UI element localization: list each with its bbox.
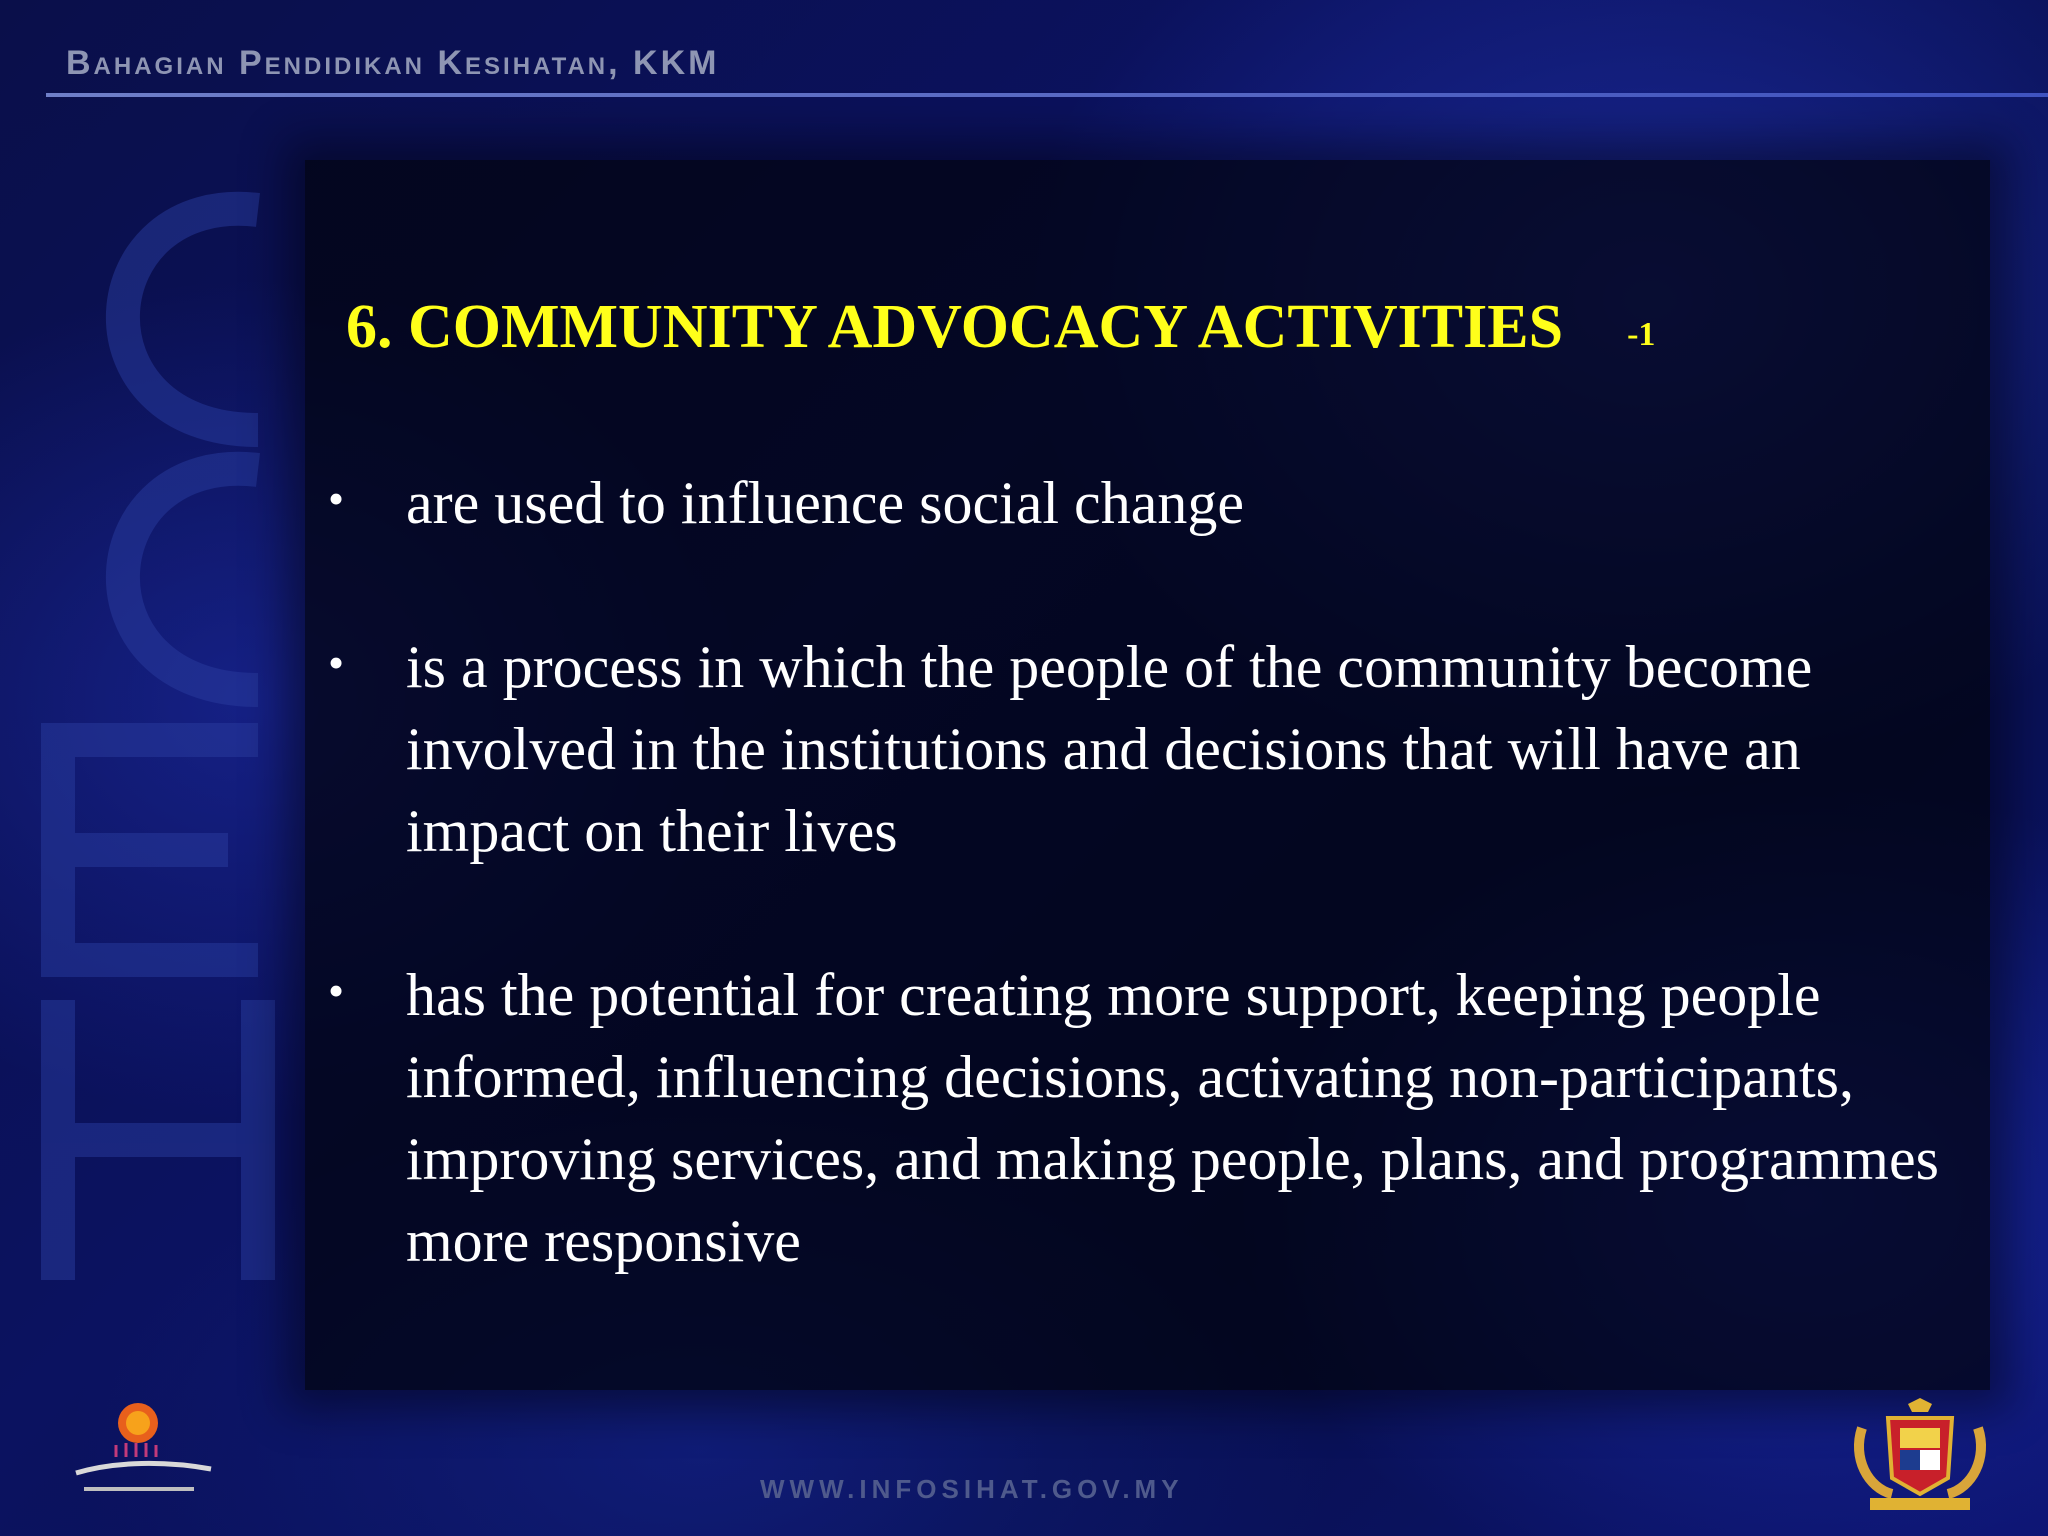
hecc-watermark-text: HECC	[28, 157, 71, 174]
header-divider	[46, 93, 2048, 97]
hecc-watermark	[28, 157, 288, 1300]
bullet-item: • are used to influence social change	[320, 462, 1940, 544]
header-title: Bahagian Pendidikan Kesihatan, KKM	[66, 44, 720, 82]
bullet-item: • has the potential for creating more support, keeping people informed, influencing decisions, activating non-participants, improving services, and making people, plans, and programmes more responsive	[320, 954, 1940, 1282]
footer-url: WWW.INFOSIHAT.GOV.MY	[760, 1474, 1184, 1504]
slide-title	[346, 292, 1655, 363]
slide-title-text: 6. COMMUNITY ADVOCACY ACTIVITIES	[346, 293, 1564, 361]
bullet-list	[320, 462, 1940, 1364]
slide-title-suffix: -1	[1627, 316, 1656, 353]
bullet-item: • is a process in which the people of the community become involved in the institutions and decisions that will have an impact on their lives	[320, 626, 1940, 872]
health-campaign-logo-icon	[66, 1395, 216, 1510]
malaysia-coat-of-arms-icon	[1848, 1398, 1992, 1516]
